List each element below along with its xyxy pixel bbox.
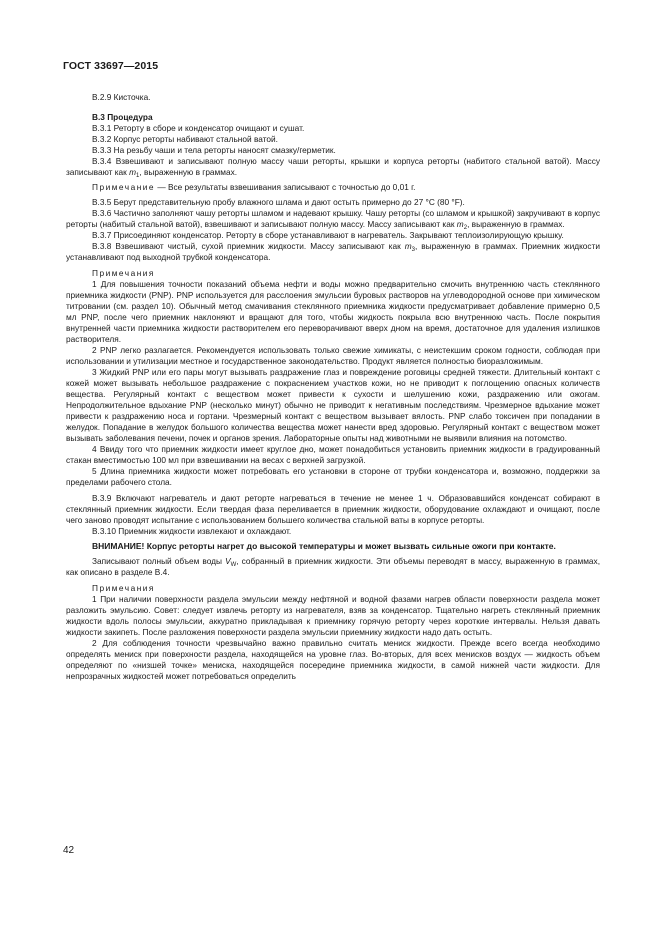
- notes-heading-2: Примечания: [92, 583, 155, 593]
- item-b29: В.2.9 Кисточка.: [92, 92, 151, 102]
- page-content: [66, 92, 600, 682]
- item-b34: В.3.4 Взвешивают и записывают полную массу чаши реторты, крышки и корпуса реторты (набитого стальной ватой). Массу записывают как $m_1$, выраженную в граммах.: [66, 156, 600, 179]
- note-4: 4 Ввиду того что приемник жидкости имеет круглое дно, может понадобиться установить приемник жидкости в градуированный стакан вместимостью 100 мл при взвешивании на весах с верхней загрузкой.: [66, 444, 600, 465]
- item-b33: В.3.3 На резьбу чаши и тела реторты наносят смазку/герметик.: [92, 145, 336, 155]
- note-1: 1 Для повышения точности показаний объема нефти и воды можно предварительно смочить внутреннюю часть стеклянного приемника жидкости (PNP). PNP используется для расслоения эмульсии буровых растворов на углеводородной основе при химическом титровании (см. раздел 10). Обычный метод смачивания стеклянного приемника жидкости предусматривает добавление примерно 0,5 мл PNP, после чего приемник наклоняют и вращают для того, чтобы жидкость покрыла всю внутреннюю часть. После покрытия внутренней части приемника жидкости растворителем его переворачивают вверх дном на время, достаточное для удаления излишков растворителя.: [66, 279, 600, 344]
- item-b310: В.3.10 Приемник жидкости извлекают и охлаждают.: [92, 526, 292, 536]
- note-emulsion: 1 При наличии поверхности раздела эмульсии между нефтяной и водной фазами нагрев области поверхности раздела может разложить эмульсию. Совет: следует извлечь реторту из нагревателя, взяв за конденсатор. Тщательно нагреть стеклянный приемник жидкости вдоль полосы эмульсии, аккуратно прикладывая к приемнику горячую реторту через короткие интервалы. Нельзя давать жидкости закипеть. После разложения поверхности раздела эмульсии приемнику жидкости надо дать остыть.: [66, 594, 600, 637]
- item-b35: В.3.5 Берут представительную пробу влажного шлама и дают остыть примерно до 27 °С (80 °F).: [92, 197, 465, 207]
- section-heading-b3: В.3 Процедура: [92, 112, 153, 122]
- item-b36: В.3.6 Частично заполняют чашу реторты шламом и надевают крышку. Чашу реторты (со шламом и крышкой) закручивают в корпус реторты (набитый стальной ватой), взвешивают и записывают полную массу. Массу записывают как $m_2$, выраженную в граммах.: [66, 208, 600, 231]
- item-b39: В.3.9 Включают нагреватель и дают реторте нагреваться в течение не менее 1 ч. Образовавшийся конденсат собирают в стеклянный приемник жидкости. Если твердая фаза переливается в приемник жидкости, оборудование охлаждают и очищают, после чего заново проводят испытание с использованием большего количества стальной ваты в корпусе реторты.: [66, 493, 600, 525]
- item-b38: В.3.8 Взвешивают чистый, сухой приемник жидкости. Массу записывают как $m_3$, выраженную в граммах. Приемник жидкости устанавливают под выходной трубкой конденсатора.: [66, 241, 600, 262]
- note-label: Примечание: [92, 182, 156, 192]
- page-number: 42: [63, 845, 75, 856]
- note-5: 5 Длина приемника жидкости может потребовать его установки в стороне от трубки конденсатора и, возможно, поддержки за пределами рабочего стола.: [66, 466, 600, 487]
- note-meniscus: 2 Для соблюдения точности чрезвычайно важно правильно считать мениск жидкости. Прежде всего всегда необходимо определять мениск при поверхности раздела, находящейся на уровне глаз. Во-вторых, для всех менисков воздух — жидкость объем определяют по «низшей точке» мениска, находящейся посередине приемника жидкости, в самой нижней части жидкости. Для непрозрачных жидкостей может потребоваться определить: [66, 638, 600, 681]
- volume-paragraph: Записывают полный объем воды $V_W$, собранный в приемник жидкости. Эти объемы переводят в массу, выраженную в граммах, как описано в разделе В.4.: [66, 556, 600, 577]
- note-weighing: Примечание — Все результаты взвешивания записывают с точностью до 0,01 г.: [92, 182, 416, 192]
- warning-text: ВНИМАНИЕ! Корпус реторты нагрет до высокой температуры и может вызвать сильные ожоги при контакте.: [92, 541, 556, 551]
- note-2: 2 PNP легко разлагается. Рекомендуется использовать только свежие химикаты, с неистекшим сроком годности, соблюдая при использовании и утилизации местное и государственное законодательство. Продукт является полностью биоразложимым.: [66, 345, 600, 366]
- note-3: 3 Жидкий PNP или его пары могут вызывать раздражение глаз и повреждение роговицы средней тяжести. Длительный контакт с кожей может вызывать небольшое раздражение с покраснением участков кожи, но не приводит к поглощению опасных количеств вещества. Регулярный контакт с веществом может привести к сухости и шелушению кожи, раздражению или ожогам. Непродолжительное вдыхание PNP (несколько минут) обычно не приводит к негативным последствиям. Чрезмерное вдыхание может привести к раздражению носа и гортани. Чрезмерный контакт с веществом вызывает вялость. PNP слабо токсичен при попадании в желудок. Попадание в желудок большого количества вещества может нанести вред здоровью. Регулярный контакт с веществом может вызывать заболевания печени, почек и органов зрения. Лабораторные опыты над животными не выявили влияния на потомство.: [66, 367, 600, 443]
- item-b32: В.3.2 Корпус реторты набивают стальной ватой.: [92, 134, 278, 144]
- standard-header: ГОСТ 33697—2015: [63, 60, 159, 72]
- notes-heading: Примечания: [92, 268, 155, 278]
- item-b31: В.3.1 Реторту в сборе и конденсатор очищают и сушат.: [92, 123, 305, 133]
- item-b37: В.3.7 Присоединяют конденсатор. Реторту в сборе устанавливают в нагреватель. Закрывают теплоизолирующую крышку.: [92, 230, 564, 240]
